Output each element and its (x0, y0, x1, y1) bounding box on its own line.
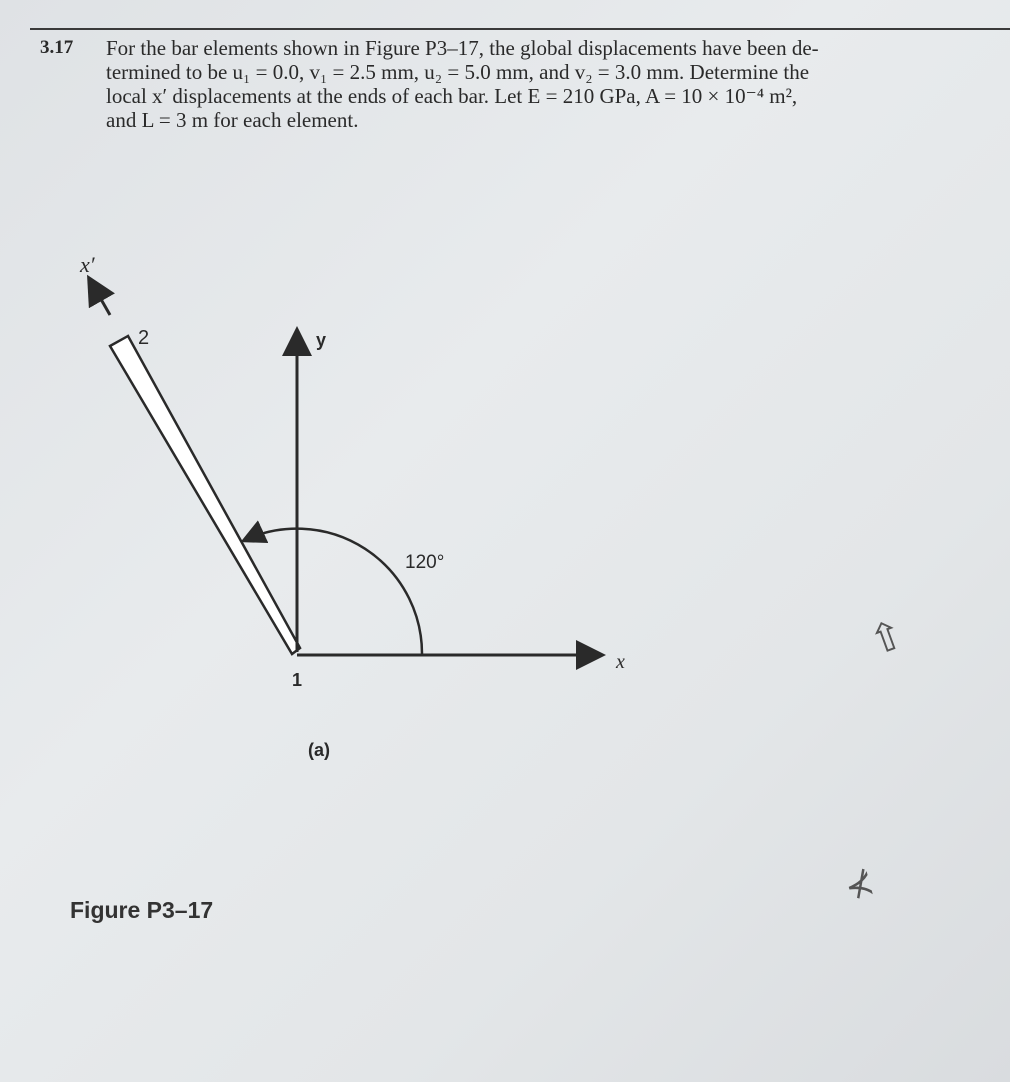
angle-arc (245, 529, 422, 655)
bar-element (110, 336, 300, 654)
angle-label: 120° (405, 552, 445, 573)
node-2-label: 2 (138, 327, 150, 349)
figure-p3-17 (60, 240, 680, 800)
subfigure-label: (a) (308, 740, 330, 760)
node-1-label: 1 (292, 670, 303, 690)
problem-text: For the bar elements shown in Figure P3–17, the global displacements have been de- termined to be u₁ = 0.0, v₁ = 2.5 mm, u₂ = 5.0 mm, and v₂ = 3.0 mm. Determine the local x′ displacements at the ends of each bar. Let E = 210 GPa, A = 10 × 10⁻⁴ m², and L = 3 m for each element. (106, 36, 819, 132)
x-prime-label: x′ (80, 252, 95, 277)
figure-caption: Figure P3–17 (70, 897, 214, 923)
pencil-mark: ⊀ (840, 861, 879, 909)
problem-number: 3.17 (40, 37, 74, 58)
top-rule (30, 28, 1010, 30)
y-axis-label: y (316, 330, 327, 350)
x-prime-axis (90, 280, 110, 315)
bar-diagram (60, 240, 680, 800)
x-axis-label: x (616, 651, 625, 673)
cursor-glyph: ⇧ (863, 610, 911, 666)
